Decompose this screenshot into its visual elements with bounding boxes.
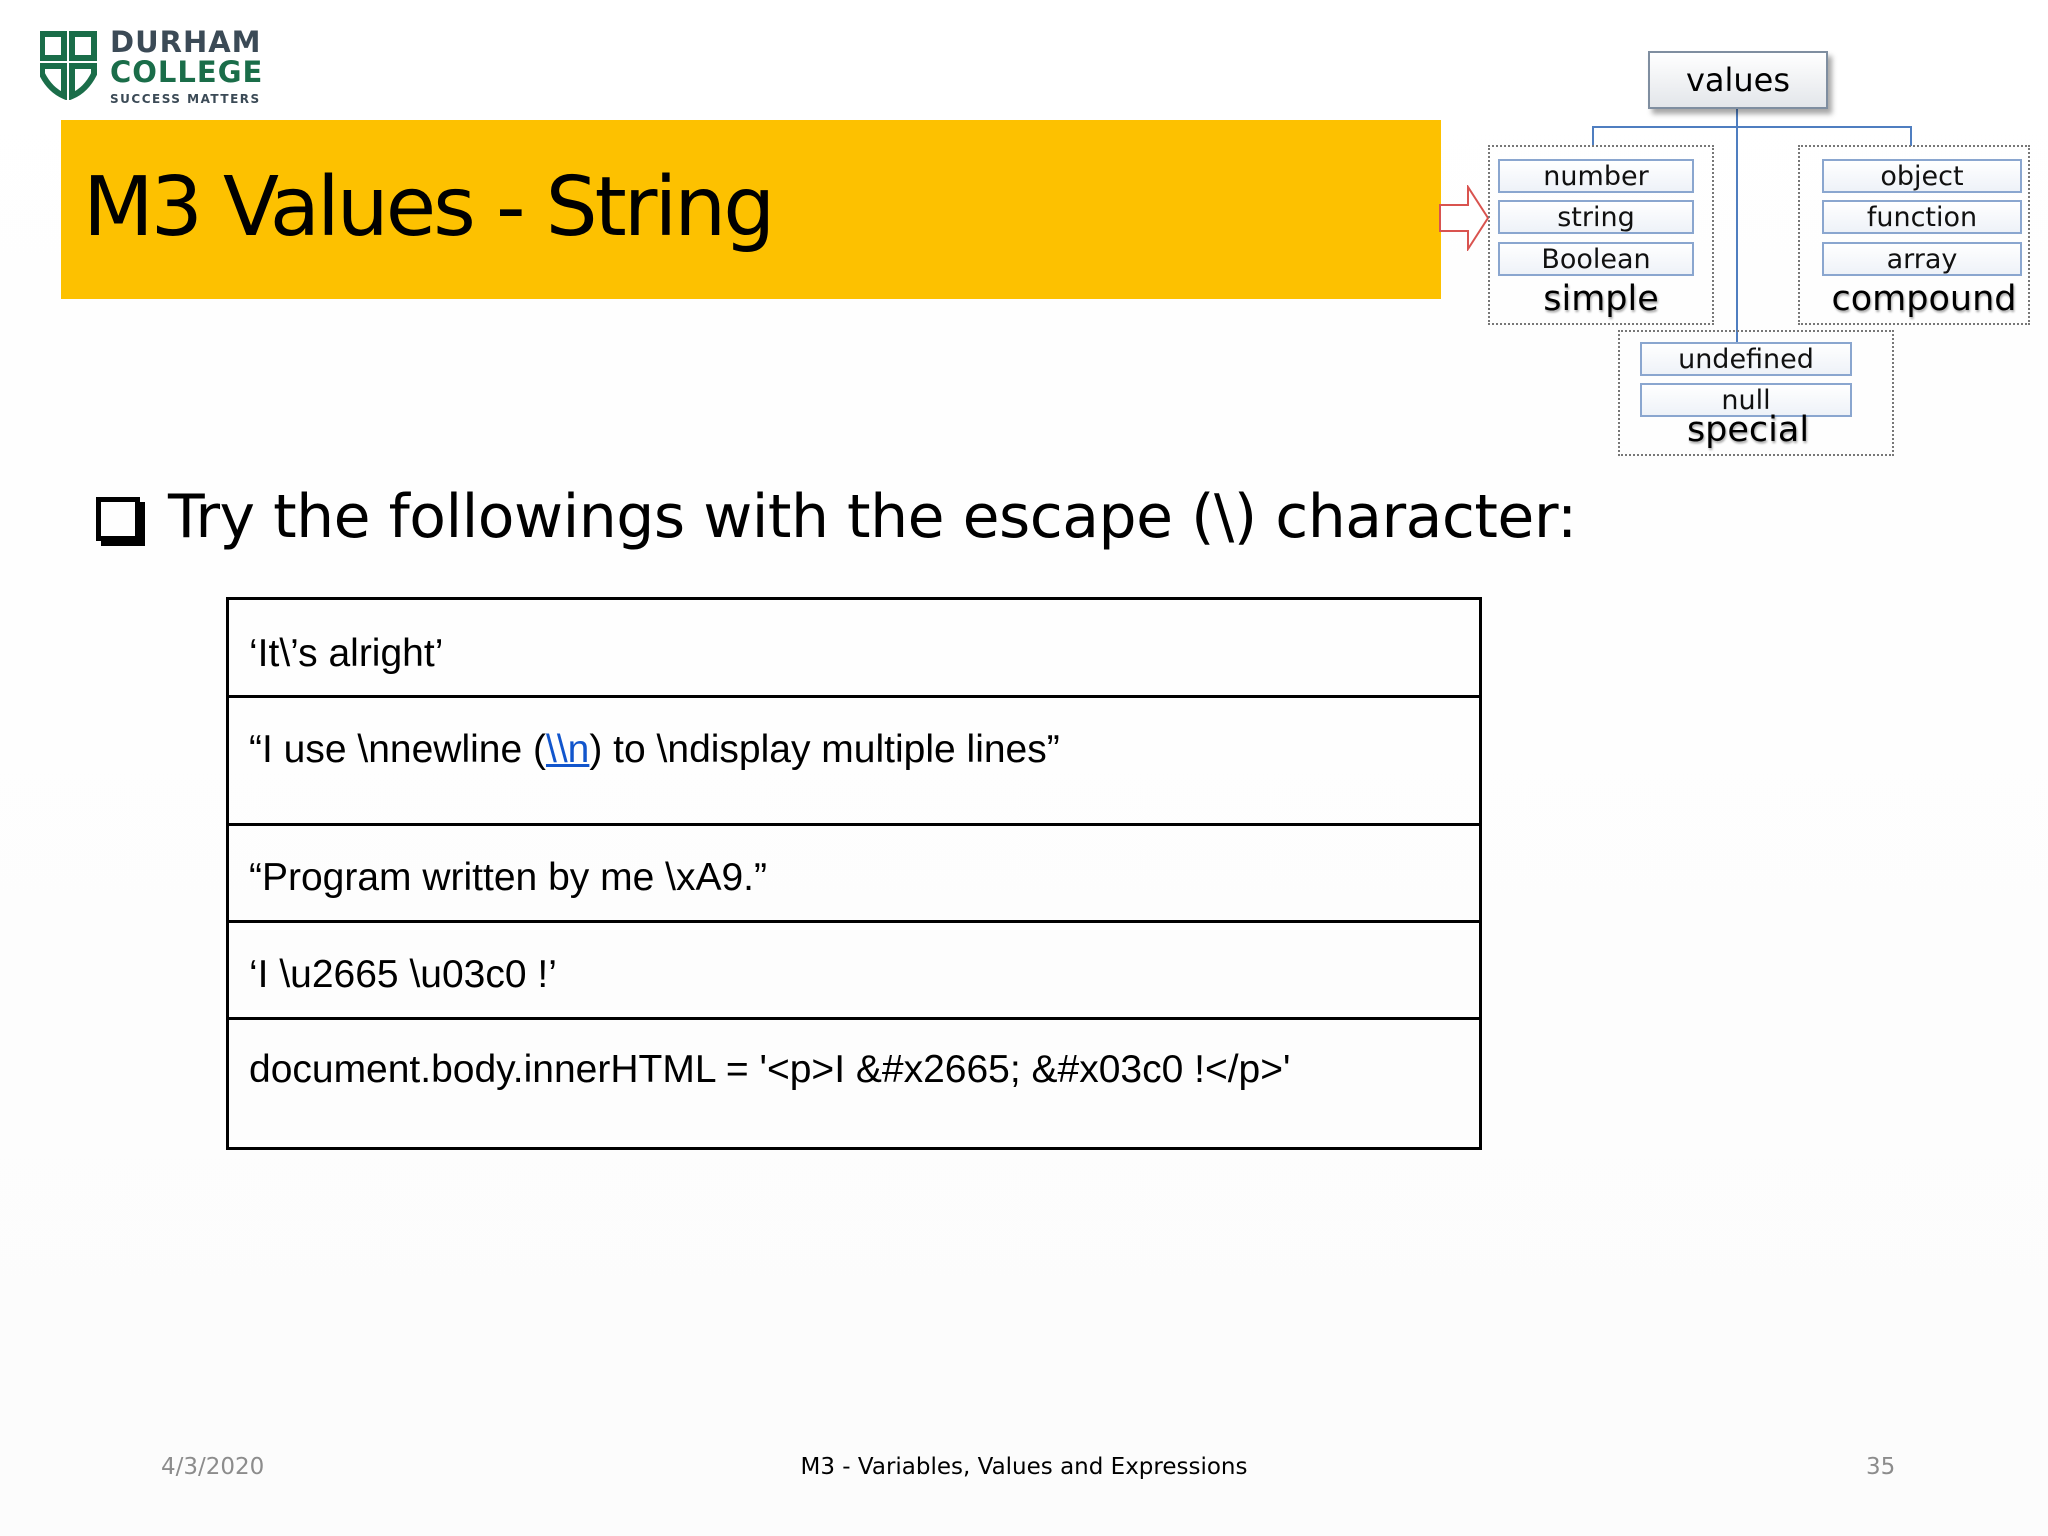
compound-item-object: object (1822, 159, 2022, 193)
code-example: ‘I \u2665 \u03c0 !’ (249, 953, 557, 996)
compound-group-label: compound (1831, 279, 2017, 319)
special-group-label: special (1686, 410, 1810, 450)
escape-examples-table (226, 597, 1482, 1150)
special-group (1618, 330, 1894, 456)
bullet-text: Try the followings with the escape (\) character: (168, 482, 1577, 552)
connector-line (1910, 126, 1912, 146)
table-row (229, 600, 1479, 698)
footer-title: M3 - Variables, Values and Expressions (800, 1454, 1248, 1480)
code-example-after: ) to \ndisplay multiple lines” (589, 728, 1060, 771)
code-example: document.body.innerHTML = '<p>I &#x2665; &#x03c0 !</p>' (249, 1048, 1291, 1091)
logo-line-durham: DURHAM (110, 25, 262, 59)
simple-group (1488, 145, 1714, 325)
table-row (229, 1020, 1479, 1147)
table-row (229, 826, 1479, 923)
compound-item-function: function (1822, 200, 2022, 234)
table-row (229, 698, 1479, 826)
code-example-before: “I use \nnewline ( (249, 728, 546, 771)
table-row (229, 923, 1479, 1020)
values-diagram (1440, 45, 2040, 465)
simple-group-label: simple (1543, 279, 1659, 319)
logo-wordmark (110, 25, 264, 106)
code-example: “Program written by me \xA9.” (249, 856, 767, 899)
bullet-checkbox-icon (96, 497, 140, 541)
simple-item-boolean: Boolean (1498, 242, 1694, 276)
special-item-undefined: undefined (1640, 342, 1852, 376)
logo-tagline: SUCCESS MATTERS (110, 92, 261, 106)
connector-line (1592, 126, 1912, 128)
simple-item-number: number (1498, 159, 1694, 193)
pointer-arrow-icon (1438, 185, 1490, 251)
logo-line-college: COLLEGE (110, 55, 264, 89)
college-shield-icon (40, 30, 98, 100)
footer-date: 4/3/2020 (161, 1454, 265, 1480)
slide-title: M3 Values - String (83, 160, 773, 255)
durham-college-logo (40, 25, 264, 106)
compound-item-array: array (1822, 242, 2022, 276)
connector-line (1592, 126, 1594, 146)
page-number: 35 (1866, 1454, 1896, 1480)
bullet-point (96, 482, 1577, 552)
special-item-null: null (1640, 383, 1852, 417)
compound-group (1798, 145, 2030, 325)
simple-item-string: string (1498, 200, 1694, 234)
values-root-box: values (1648, 51, 1828, 109)
title-banner (61, 120, 1441, 299)
code-example: ‘It\’s alright’ (249, 632, 444, 675)
code-example-link[interactable]: \\n (545, 728, 590, 771)
